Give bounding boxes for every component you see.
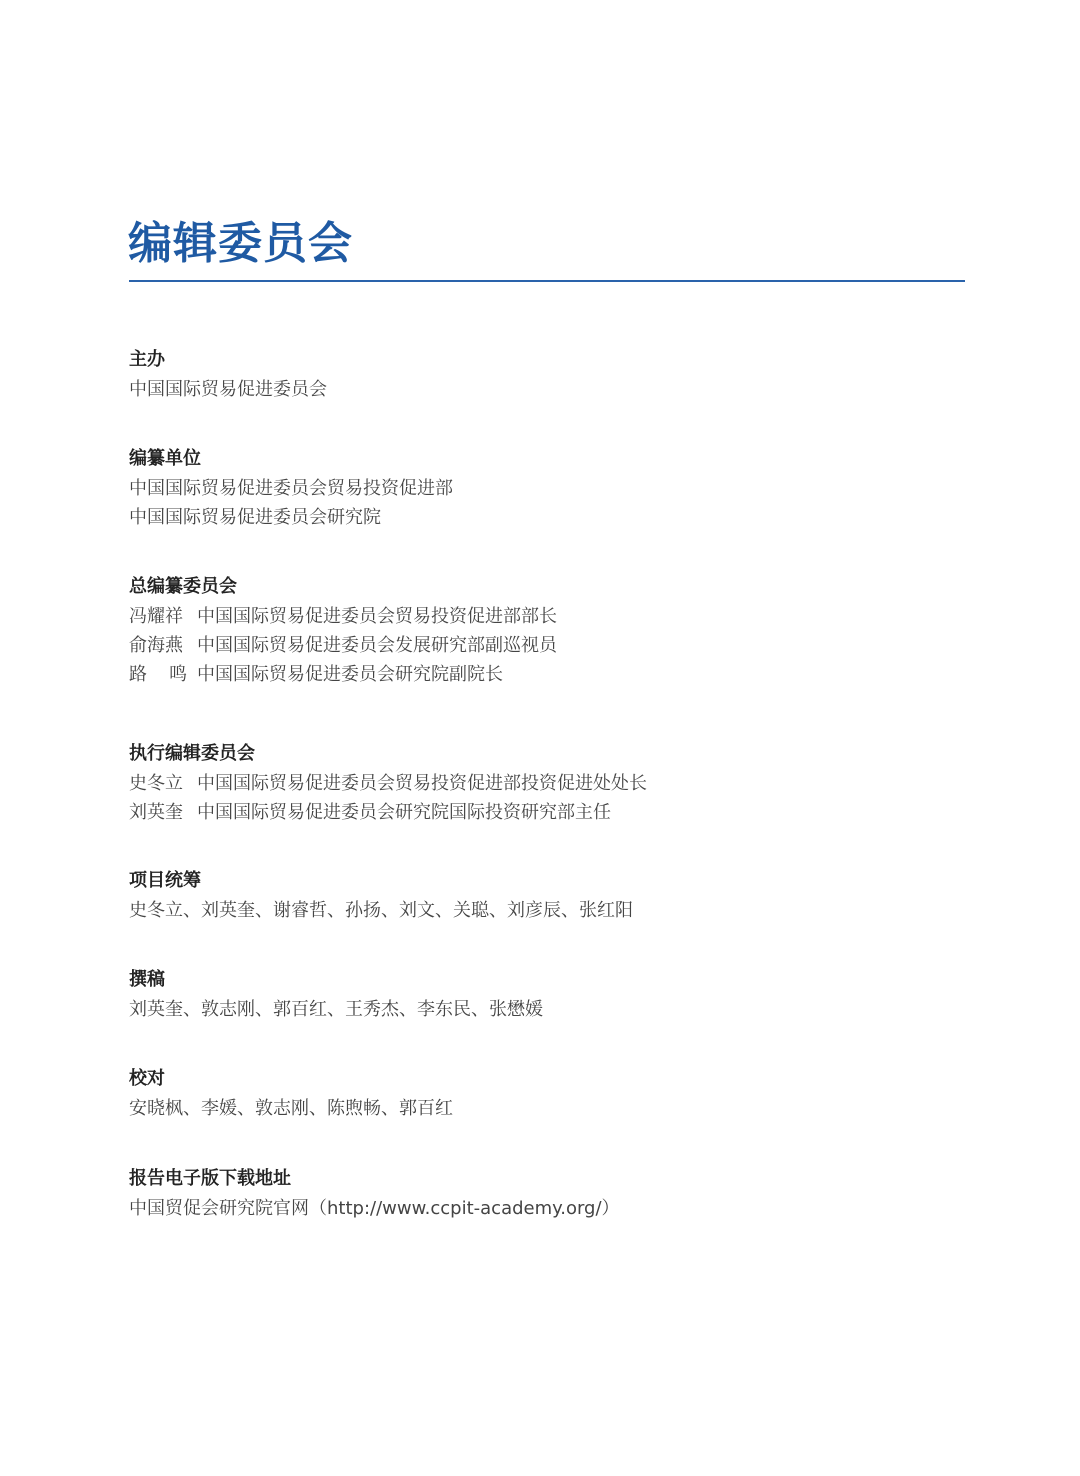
member-row [129, 602, 989, 631]
section-exec-committee [129, 739, 989, 827]
member-name-part: 鸣 [169, 664, 187, 685]
section-coordination [129, 866, 989, 925]
member-row [129, 660, 989, 689]
host-line: 中国国际贸易促进委员会 [129, 379, 327, 400]
member-row [129, 631, 989, 660]
section-compiler [129, 444, 989, 532]
section-heading: 校对 [129, 1068, 165, 1089]
member-name: 刘英奎 [129, 802, 183, 823]
section-heading: 项目统筹 [129, 870, 201, 891]
section-writing [129, 965, 989, 1024]
member-name: 史冬立 [129, 773, 183, 794]
coordination-line: 史冬立、刘英奎、谢睿哲、孙扬、刘文、关聪、刘彦辰、张红阳 [129, 900, 633, 921]
proofreading-line: 安晓枫、李媛、敦志刚、陈煦畅、郭百红 [129, 1098, 453, 1119]
section-heading: 编纂单位 [129, 448, 201, 469]
section-heading: 撰稿 [129, 969, 165, 990]
member-name: 冯耀祥 [129, 606, 183, 627]
member-role: 中国国际贸易促进委员会发展研究部副巡视员 [197, 635, 557, 656]
section-heading: 总编纂委员会 [129, 576, 237, 597]
member-role: 中国国际贸易促进委员会研究院副院长 [197, 664, 503, 685]
writing-line: 刘英奎、敦志刚、郭百红、王秀杰、李东民、张懋媛 [129, 999, 543, 1020]
member-name: 俞海燕 [129, 635, 183, 656]
compiler-line: 中国国际贸易促进委员会贸易投资促进部 [129, 478, 453, 499]
section-heading: 报告电子版下载地址 [129, 1168, 291, 1189]
section-chief-committee [129, 572, 989, 689]
member-role: 中国国际贸易促进委员会贸易投资促进部部长 [197, 606, 557, 627]
member-role: 中国国际贸易促进委员会贸易投资促进部投资促进处处长 [197, 773, 647, 794]
section-download [129, 1164, 989, 1223]
compiler-line: 中国国际贸易促进委员会研究院 [129, 507, 381, 528]
section-host [129, 345, 989, 404]
page-title: 编辑委员会 [128, 218, 353, 269]
section-heading: 主办 [129, 349, 165, 370]
member-role: 中国国际贸易促进委员会研究院国际投资研究部主任 [197, 802, 611, 823]
section-proofreading [129, 1064, 989, 1123]
download-line: 中国贸促会研究院官网（http://www.ccpit-academy.org/） [129, 1198, 620, 1219]
member-row [129, 798, 989, 827]
title-divider [129, 280, 965, 282]
section-heading: 执行编辑委员会 [129, 743, 255, 764]
member-row [129, 769, 989, 798]
member-name [129, 660, 197, 689]
member-name-part: 路 [129, 664, 147, 685]
